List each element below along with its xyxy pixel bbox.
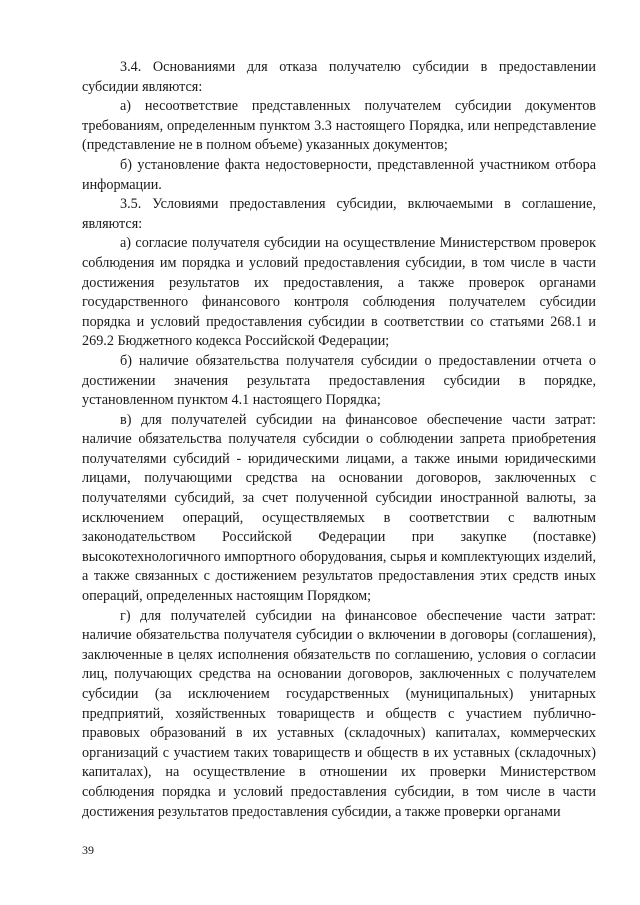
document-body: [82, 58, 596, 822]
paragraph-3-5-g: г) для получателей субсидии на финансовое обеспечение части затрат: наличие обязательства получателя субсидии о включении в договоры (соглашения), заключенные в целях исполнения обязательств по соглашению, условия о согласии лиц, получающих средства на основании договоров, заключенных с получателем субсидии (за исключением государственных (муниципальных) унитарных предприятий, хозяйственных товариществ и обществ с участием публично-правовых образований в их уставных (складочных) капиталах, коммерческих организаций с участием таких товариществ и обществ в их уставных (складочных) капиталах), на осуществление в отношении их проверки Министерством соблюдения порядка и условий предоставления субсидии, в том числе в части достижения результатов предоставления субсидии, а также проверки органами: [82, 607, 596, 820]
paragraph-3-4-b: б) установление факта недостоверности, представленной участником отбора информации.: [82, 156, 596, 193]
paragraph-3-5-a: а) согласие получателя субсидии на осуществление Министерством проверок соблюдения им порядка и условий предоставления субсидии, в том числе в части достижения результатов их предоставления, а также проверок органами государственного финансового контроля соблюдения получателем субсидии порядка и условий предоставления субсидии в соответствии со статьями 268.1 и 269.2 Бюджетного кодекса Российской Федерации;: [82, 235, 596, 350]
paragraph-3-4-a: а) несоответствие представленных получателем субсидии документов требованиям, определенным пунктом 3.3 настоящего Порядка, или непредставление (представление не в полном объеме) указанных документов;: [82, 98, 596, 154]
paragraph-3-5: 3.5. Условиями предоставления субсидии, включаемыми в соглашение, являются:: [82, 196, 596, 232]
page-number: 39: [82, 843, 94, 857]
paragraph-3-5-v: в) для получателей субсидии на финансовое обеспечение части затрат: наличие обязательства получателя субсидии о соблюдении запрета приобретения получателями субсидий - юридическими лицами, а также иными юридическими лицами, получающими средства на основании договоров, заключенных с получателями субсидий, за счет полученной субсидии иностранной валюты, за исключением операций, осуществляемых в соответствии с валютным законодательством Российской Федерации при закупке (поставке) высокотехнологичного импортного оборудования, сырья и комплектующих изделий, а также связанных с достижением результатов предоставления этих средств иных операций, определенных настоящим Порядком;: [82, 411, 596, 605]
paragraph-3-5-b: б) наличие обязательства получателя субсидии о предоставлении отчета о достижении значения результата предоставления субсидии в порядке, установленном пунктом 4.1 настоящего Порядка;: [82, 352, 596, 409]
paragraph-3-4: 3.4. Основаниями для отказа получателю субсидии в предоставлении субсидии являются:: [82, 59, 596, 95]
